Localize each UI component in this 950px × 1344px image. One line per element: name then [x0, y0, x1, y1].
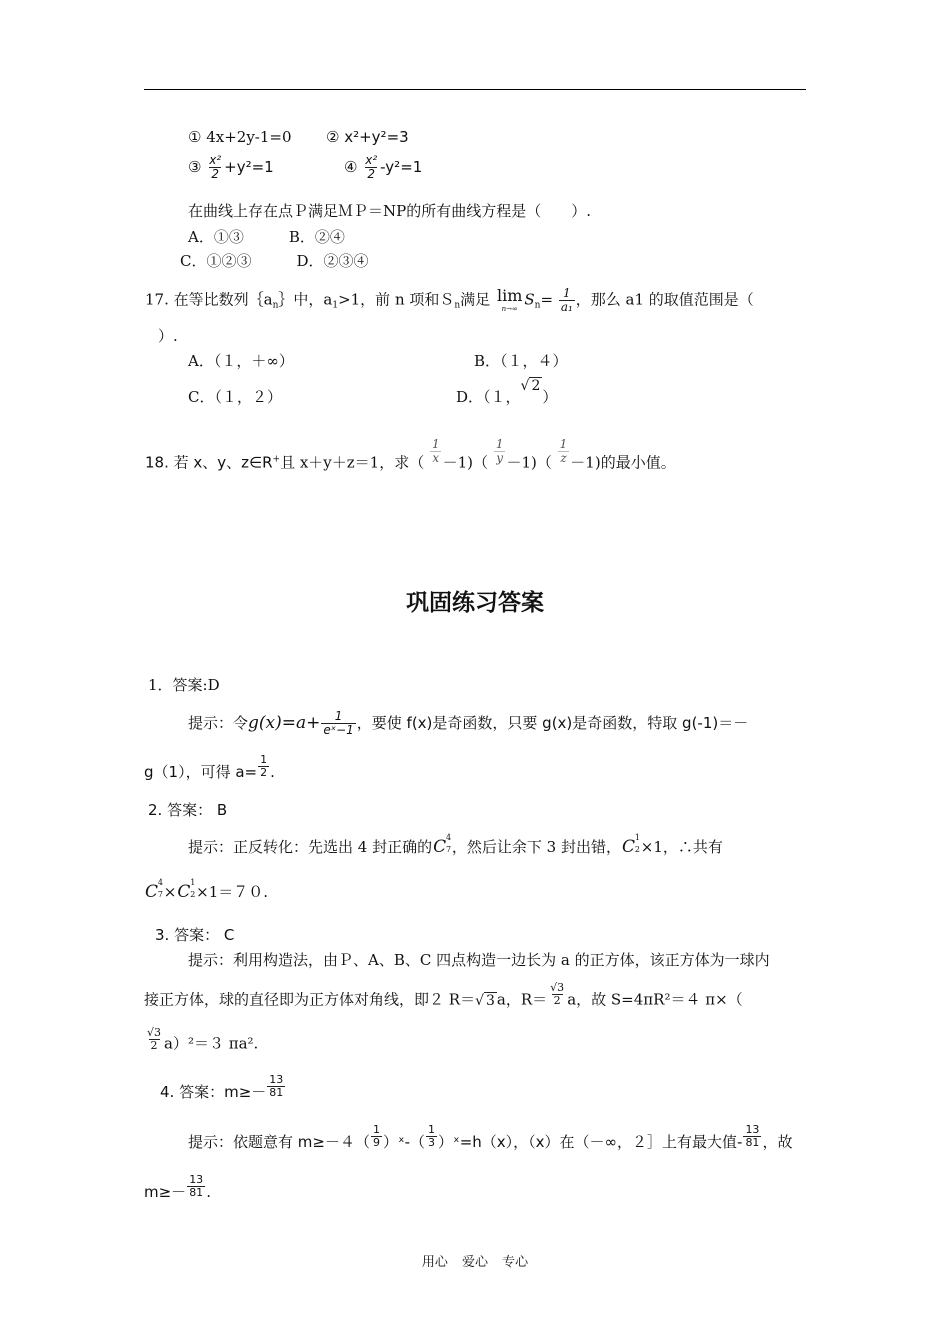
answer-2: 2. 答案： B — [148, 801, 228, 819]
sqrt-symbol: √ 3 — [475, 992, 495, 1009]
q16-option-4 — [344, 154, 422, 181]
header-rule — [144, 89, 806, 90]
q17-option-d: D．（１，√ 2） — [456, 378, 558, 406]
q16-option-1: ① 4x+2y-1=0 — [188, 128, 292, 146]
q16-option-4-label: ④ — [344, 158, 358, 176]
one-ninth-fraction: $\frac{1}{9}$ — [372, 1123, 380, 1149]
sqrt3-over-2: $\frac{√3}{2}$ — [550, 981, 565, 1007]
q17-limit: lim n→∞ — [496, 285, 523, 313]
q16-stem: 在曲线上存在点Ｐ满足ＭＰ＝NP的所有曲线方程是（ ）. — [188, 202, 591, 220]
combination-c74: C 4 7 — [145, 878, 164, 902]
q16-choices-ab: A．①③ B．②④ — [188, 228, 345, 246]
q16-option-3-tail: +y²=1 — [224, 158, 274, 176]
answer-4-fraction: $\frac{13}{81}$ — [269, 1073, 284, 1099]
sqrt-symbol: √ 2 — [520, 378, 541, 394]
q17-option-b: B．（１，４） — [474, 352, 568, 370]
answer-2-hint-line2: C 4 7 ×C 1 2 ×1＝７０. — [145, 878, 269, 902]
q16-option-3-fraction: $\frac{\text{x²}}{2}$ — [209, 153, 222, 181]
q16-option-3 — [188, 154, 274, 181]
combination-c21: C 1 2 — [177, 878, 196, 902]
q18-fraction-y: $\frac{1}{y}$ — [495, 437, 504, 465]
page-footer: 用心 爱心 专心 — [421, 1255, 529, 1270]
one-third-fraction: $\frac{1}{3}$ — [428, 1123, 436, 1149]
answer-4: 4. 答案：m≥－ $\frac{13}{81}$ — [160, 1073, 284, 1101]
section-title: 巩固练习答案 — [406, 590, 544, 616]
answer-2-hint: 提示：正反转化：先选出 4 封正确的C 4 7 ，然后让余下 3 封出错，C 1 2 ×1，∴共有 — [188, 833, 723, 857]
sqrt3-over-2: $\frac{√3}{2}$ — [147, 1026, 162, 1052]
answer-1-hint-line2: g（1），可得 a= $\frac{1}{2}$ . — [144, 753, 275, 781]
answer-3: 3. 答案： C — [155, 926, 235, 944]
q17-stem-line2: ）. — [158, 327, 178, 345]
q17-fraction: $\frac{1}{\text{a₁}}$ — [560, 286, 573, 314]
half-fraction: $\frac{1}{2}$ — [260, 753, 268, 779]
answer-3-hint-line3: $\frac{√3}{2}$ a）²＝３ πa². — [147, 1026, 259, 1053]
q17-stem: 17. 在等比数列$\{a_n\}$中，$a_1>1$，前 n 项和Ｓ$_n$满足 lim n→∞ $S_n=$ $\frac{1}{\text{a₁}}$ ，那么 a1 的取值范围是（ — [145, 285, 754, 314]
q17-option-c: C．（１，２） — [188, 388, 282, 406]
q18-fraction-x: $\frac{1}{x}$ — [432, 437, 440, 465]
q16-choices-cd: C．①②③ D．②③④ — [180, 252, 369, 270]
q16-option-3-label: ③ — [188, 158, 202, 176]
q18-fraction-z: $\frac{1}{z}$ — [559, 437, 568, 465]
combination-c74: C 4 7 — [433, 833, 452, 857]
answer-1-fraction: $\frac{1}{\text{eˣ−1}}$ — [323, 709, 354, 737]
max-value-fraction: $\frac{13}{81}$ — [745, 1123, 760, 1149]
q16-option-4-tail: -y²=1 — [380, 158, 423, 176]
q17-option-a: A．（１，＋∞） — [188, 352, 294, 370]
answer-4-hint-line2: m≥－ $\frac{13}{81}$ . — [144, 1173, 211, 1201]
answer-4-hint: 提示：依题意有 m≥－４（ $\frac{1}{9}$ ）ˣ-（ $\frac{1}{3}$ ）ˣ=h（x），（x）在（－∞，２］上有最大值- $\frac{13}{81}$ ，故 — [188, 1123, 793, 1151]
conclusion-fraction: $\frac{13}{81}$ — [189, 1173, 204, 1199]
q18-stem: 18. 若 x、y、z∈R+且 x＋y＋z＝1，求（ $\frac{1}{x}$ －1)（ $\frac{1}{y}$ －1)（ $\frac{1}{z}$ －1)的最小值。 — [145, 437, 676, 472]
answer-3-hint-line2: 接正方体，球的直径即为正方体对角线，即２ R＝√ 3 a，R＝ $\frac{√3}{2}$ a，故 S=4πR²＝４ π×（ — [144, 981, 743, 1009]
combination-c21: C 1 2 — [621, 833, 640, 857]
answer-3-hint: 提示：利用构造法，由Ｐ、A、B、C 四点构造一边长为 a 的正方体，该正方体为一球内 — [188, 951, 770, 969]
q16-option-4-fraction: $\frac{\text{x²}}{2}$ — [365, 153, 378, 181]
answer-1-hint: 提示：令g(x)=a+ $\frac{1}{\text{eˣ−1}}$ ，要使 f(x)是奇函数，只要 g(x)是奇函数，特取 g(-1)＝－ — [188, 709, 749, 737]
q16-option-2: ② x²+y²=3 — [326, 128, 409, 146]
answer-1: 1．答案:D — [148, 676, 220, 694]
